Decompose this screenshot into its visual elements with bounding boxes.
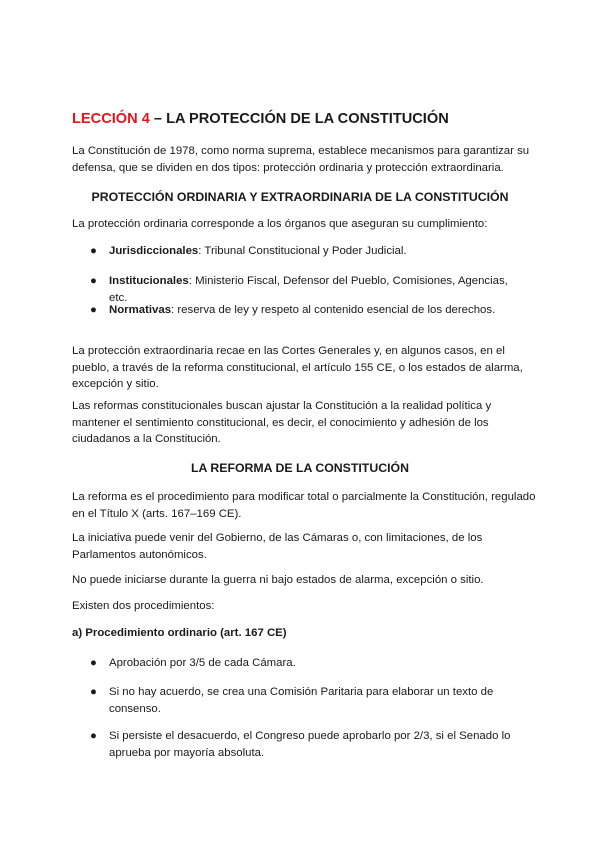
extraordinaria-paragraph: La protección extraordinaria recae en las Cortes Generales y, en algunos casos, en el pueblo, a través de la reforma constitucional, el artículo 155 CE, o los estados de alarma, excepción y sitio. <box>72 345 523 390</box>
bullet-dot: ● <box>90 686 97 698</box>
lesson-title: – LA PROTECCIÓN DE LA CONSTITUCIÓN <box>149 111 449 127</box>
intro-paragraph: La Constitución de 1978, como norma suprema, establece mecanismos para garantizar su defensa, que se dividen en dos tipos: protección ordinaria y protección extraordinaria. <box>72 145 530 174</box>
bullet-text: : Tribunal Constitucional y Poder Judicial. <box>198 245 407 257</box>
bullet-text: Aprobación por 3/5 de cada Cámara. <box>109 657 296 669</box>
bullet-term: Normativas <box>109 304 172 316</box>
reforma-paragraph: La reforma es el procedimiento para modificar total o parcialmente la Constitución, regulado en el Título X (arts. 167–169 CE). <box>72 491 536 520</box>
bullet-dot: ● <box>90 245 97 257</box>
section-heading-reforma: LA REFORMA DE LA CONSTITUCIÓN <box>191 461 409 475</box>
proteccion-lead: La protección ordinaria corresponde a los órganos que aseguran su cumplimiento: <box>72 218 488 230</box>
bullet-text: Si persiste el desacuerdo, el Congreso puede aprobarlo por 2/3, si el Senado lo aprueba por mayoría absoluta. <box>109 730 511 759</box>
bullet-term: Institucionales <box>109 275 189 287</box>
page-title <box>72 111 449 127</box>
procedimientos-paragraph: Existen dos procedimientos: <box>72 600 215 612</box>
bullet-dot: ● <box>90 304 97 316</box>
bullet-dot: ● <box>90 730 97 742</box>
lesson-number: LECCIÓN 4 <box>72 111 150 127</box>
limitacion-paragraph: No puede iniciarse durante la guerra ni bajo estados de alarma, excepción o sitio. <box>72 574 484 586</box>
bullet-text: Si no hay acuerdo, se crea una Comisión Paritaria para elaborar un texto de consenso. <box>109 686 494 715</box>
bullet-text: : Ministerio Fiscal, Defensor del Pueblo, Comisiones, Agencias, etc. <box>109 275 508 304</box>
bullet-dot: ● <box>90 275 97 287</box>
bullet-text: : reserva de ley y respeto al contenido esencial de los derechos. <box>171 304 496 316</box>
section-heading-proteccion: PROTECCIÓN ORDINARIA Y EXTRAORDINARIA DE LA CONSTITUCIÓN <box>91 190 509 204</box>
bullet-term: Jurisdiccionales <box>109 245 199 257</box>
reformas-paragraph: Las reformas constitucionales buscan ajustar la Constitución a la realidad política y mantener el sentimiento constitucional, es decir, el conocimiento y adhesión de los ciudadanos a la Constitución. <box>72 400 492 445</box>
procedimiento-ordinario-heading: a) Procedimiento ordinario (art. 167 CE) <box>72 627 287 639</box>
bullet-dot: ● <box>90 657 97 669</box>
iniciativa-paragraph: La iniciativa puede venir del Gobierno, de las Cámaras o, con limitaciones, de los Parlamentos autonómicos. <box>72 532 483 561</box>
